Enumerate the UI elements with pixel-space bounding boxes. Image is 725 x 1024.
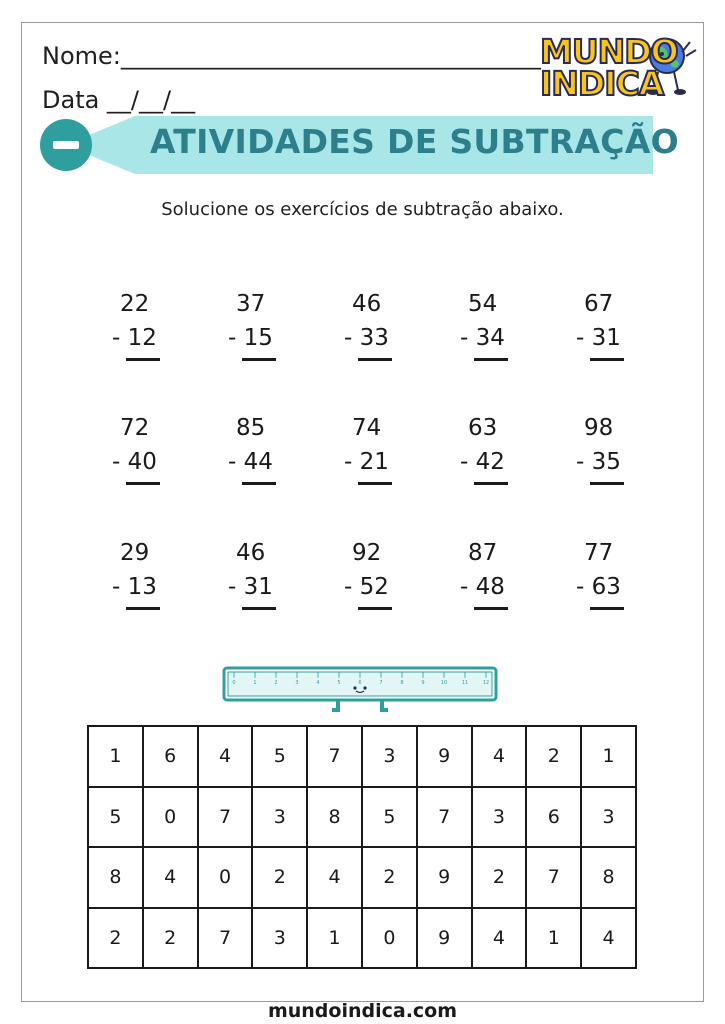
instruction-text: Solucione os exercícios de subtração abaixo.	[161, 199, 564, 220]
answer-line[interactable]	[590, 607, 624, 610]
grid-cell[interactable]: 8	[581, 847, 636, 908]
minuend: 92	[352, 540, 382, 566]
subtrahend: - 34	[460, 325, 505, 351]
grid-row	[88, 787, 636, 848]
grid-cell[interactable]: 3	[252, 787, 307, 848]
ruler-number: 0	[232, 680, 236, 686]
grid-cell[interactable]: 6	[526, 787, 581, 848]
ruler-icon	[222, 666, 498, 718]
answer-line[interactable]	[126, 607, 160, 610]
minuend: 85	[236, 415, 266, 441]
answer-line[interactable]	[358, 358, 392, 361]
grid-cell[interactable]: 4	[198, 726, 253, 787]
grid-cell[interactable]: 8	[307, 787, 362, 848]
grid-cell[interactable]: 1	[526, 908, 581, 969]
grid-cell[interactable]: 3	[581, 787, 636, 848]
subtrahend: - 21	[344, 449, 389, 475]
subtrahend: - 42	[460, 449, 505, 475]
logo-text-line2: INDICA	[540, 64, 664, 103]
answer-line[interactable]	[358, 482, 392, 485]
grid-cell[interactable]: 6	[143, 726, 198, 787]
grid-cell[interactable]: 2	[526, 726, 581, 787]
subtrahend: - 44	[228, 449, 273, 475]
minuend: 87	[468, 540, 498, 566]
grid-cell[interactable]: 9	[417, 908, 472, 969]
ruler-number: 8	[400, 680, 404, 686]
grid-cell[interactable]: 2	[472, 847, 527, 908]
minuend: 37	[236, 291, 266, 317]
grid-cell[interactable]: 3	[252, 908, 307, 969]
ruler-number: 7	[379, 680, 383, 686]
grid-row	[88, 908, 636, 969]
minus-icon	[40, 119, 92, 171]
grid-cell[interactable]: 0	[198, 847, 253, 908]
grid-cell[interactable]: 2	[143, 908, 198, 969]
grid-cell[interactable]: 7	[198, 908, 253, 969]
answer-line[interactable]	[474, 358, 508, 361]
answer-line[interactable]	[358, 607, 392, 610]
grid-cell[interactable]: 5	[88, 787, 143, 848]
ruler-number: 10	[440, 680, 448, 686]
answer-grid	[87, 725, 637, 969]
grid-cell[interactable]: 1	[307, 908, 362, 969]
ruler-number: 4	[316, 680, 320, 686]
minuend: 98	[584, 415, 614, 441]
answer-line[interactable]	[126, 482, 160, 485]
subtrahend: - 12	[112, 325, 157, 351]
answer-line[interactable]	[126, 358, 160, 361]
grid-cell[interactable]: 2	[88, 908, 143, 969]
name-field[interactable]: Nome:___________________________________	[42, 42, 541, 70]
minuend: 22	[120, 291, 150, 317]
page-title: ATIVIDADES DE SUBTRAÇÃO	[150, 122, 680, 161]
minuend: 67	[584, 291, 614, 317]
grid-cell[interactable]: 4	[143, 847, 198, 908]
answer-line[interactable]	[474, 607, 508, 610]
grid-cell[interactable]: 3	[362, 726, 417, 787]
minuend: 46	[352, 291, 382, 317]
subtrahend: - 15	[228, 325, 273, 351]
ruler-number: 12	[482, 680, 490, 686]
subtrahend: - 13	[112, 574, 157, 600]
subtrahend: - 52	[344, 574, 389, 600]
subtrahend: - 35	[576, 449, 621, 475]
minuend: 46	[236, 540, 266, 566]
answer-line[interactable]	[242, 607, 276, 610]
subtrahend: - 33	[344, 325, 389, 351]
minuend: 77	[584, 540, 614, 566]
grid-cell[interactable]: 7	[417, 787, 472, 848]
answer-line[interactable]	[474, 482, 508, 485]
grid-cell[interactable]: 1	[88, 726, 143, 787]
subtrahend: - 31	[576, 325, 621, 351]
footer-url: mundoindica.com	[267, 1000, 458, 1022]
subtrahend: - 63	[576, 574, 621, 600]
ruler-number: 3	[295, 680, 299, 686]
grid-cell[interactable]: 0	[362, 908, 417, 969]
grid-cell[interactable]: 9	[417, 847, 472, 908]
mundo-indica-logo	[540, 32, 700, 103]
ruler-number: 2	[274, 680, 278, 686]
subtrahend: - 48	[460, 574, 505, 600]
grid-cell[interactable]: 2	[252, 847, 307, 908]
answer-line[interactable]	[242, 358, 276, 361]
answer-line[interactable]	[590, 358, 624, 361]
ruler-number: 11	[461, 680, 469, 686]
date-field[interactable]: Data __/__/__	[42, 86, 196, 114]
ruler-number: 5	[337, 680, 341, 686]
logo-text-line1: MUNDO	[540, 32, 678, 71]
grid-cell[interactable]: 4	[307, 847, 362, 908]
grid-cell[interactable]: 4	[472, 908, 527, 969]
grid-cell[interactable]: 7	[307, 726, 362, 787]
grid-cell[interactable]: 8	[88, 847, 143, 908]
ruler-number: 9	[421, 680, 425, 686]
subtrahend: - 40	[112, 449, 157, 475]
minuend: 54	[468, 291, 498, 317]
minuend: 29	[120, 540, 150, 566]
subtrahend: - 31	[228, 574, 273, 600]
ruler-number: 1	[253, 680, 257, 686]
grid-cell[interactable]: 9	[417, 726, 472, 787]
minuend: 63	[468, 415, 498, 441]
grid-cell[interactable]: 3	[472, 787, 527, 848]
grid-cell[interactable]: 5	[362, 787, 417, 848]
grid-cell[interactable]: 1	[581, 726, 636, 787]
ruler-number: 6	[358, 680, 362, 686]
grid-cell[interactable]: 4	[581, 908, 636, 969]
grid-cell[interactable]: 5	[252, 726, 307, 787]
grid-row	[88, 726, 636, 787]
grid-cell[interactable]: 4	[472, 726, 527, 787]
grid-cell[interactable]: 0	[143, 787, 198, 848]
answer-line[interactable]	[242, 482, 276, 485]
answer-line[interactable]	[590, 482, 624, 485]
grid-cell[interactable]: 7	[526, 847, 581, 908]
minuend: 74	[352, 415, 382, 441]
grid-cell[interactable]: 7	[198, 787, 253, 848]
grid-row	[88, 847, 636, 908]
grid-cell[interactable]: 2	[362, 847, 417, 908]
minuend: 72	[120, 415, 150, 441]
